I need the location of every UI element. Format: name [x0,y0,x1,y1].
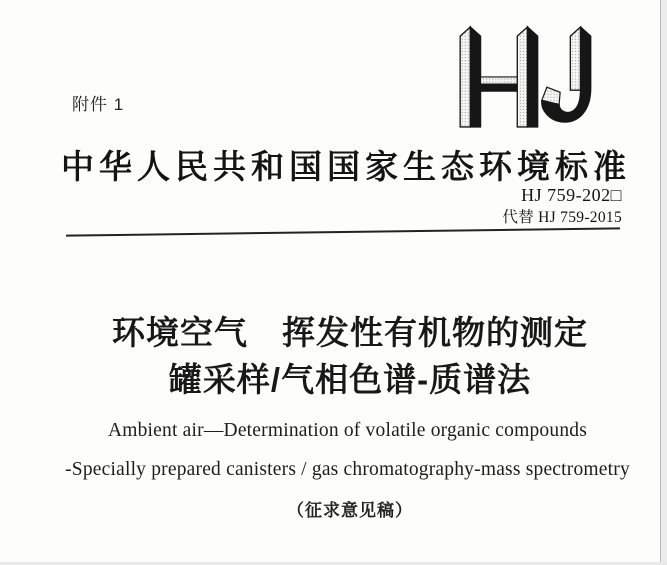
title-english-line2: -Specially prepared canisters / gas chromatography-mass spectrometry [65,459,630,480]
title-chinese [70,309,630,403]
standard-number-block [502,185,622,228]
replaces-label: 代替 HJ 759-2015 [502,209,622,226]
hj-logo [452,22,605,136]
hj-logo-graphic [452,22,605,136]
title-chinese-line2: 罐采样/气相色谱-质谱法 [168,361,532,398]
attachment-label: 附件 1 [72,95,125,114]
header-rule [66,227,620,237]
scan-page-edge-right [660,0,667,565]
title-chinese-line1: 环境空气 挥发性有机物的测定 [112,314,588,351]
title-english-line1: Ambient air—Determination of volatile organic compounds [107,420,588,441]
standard-name-heading: 中华人民共和国国家生态环境标准 [61,150,631,186]
draft-note: （征求意见稿） [287,501,413,520]
standard-number: HJ 759-202□ [521,185,622,205]
